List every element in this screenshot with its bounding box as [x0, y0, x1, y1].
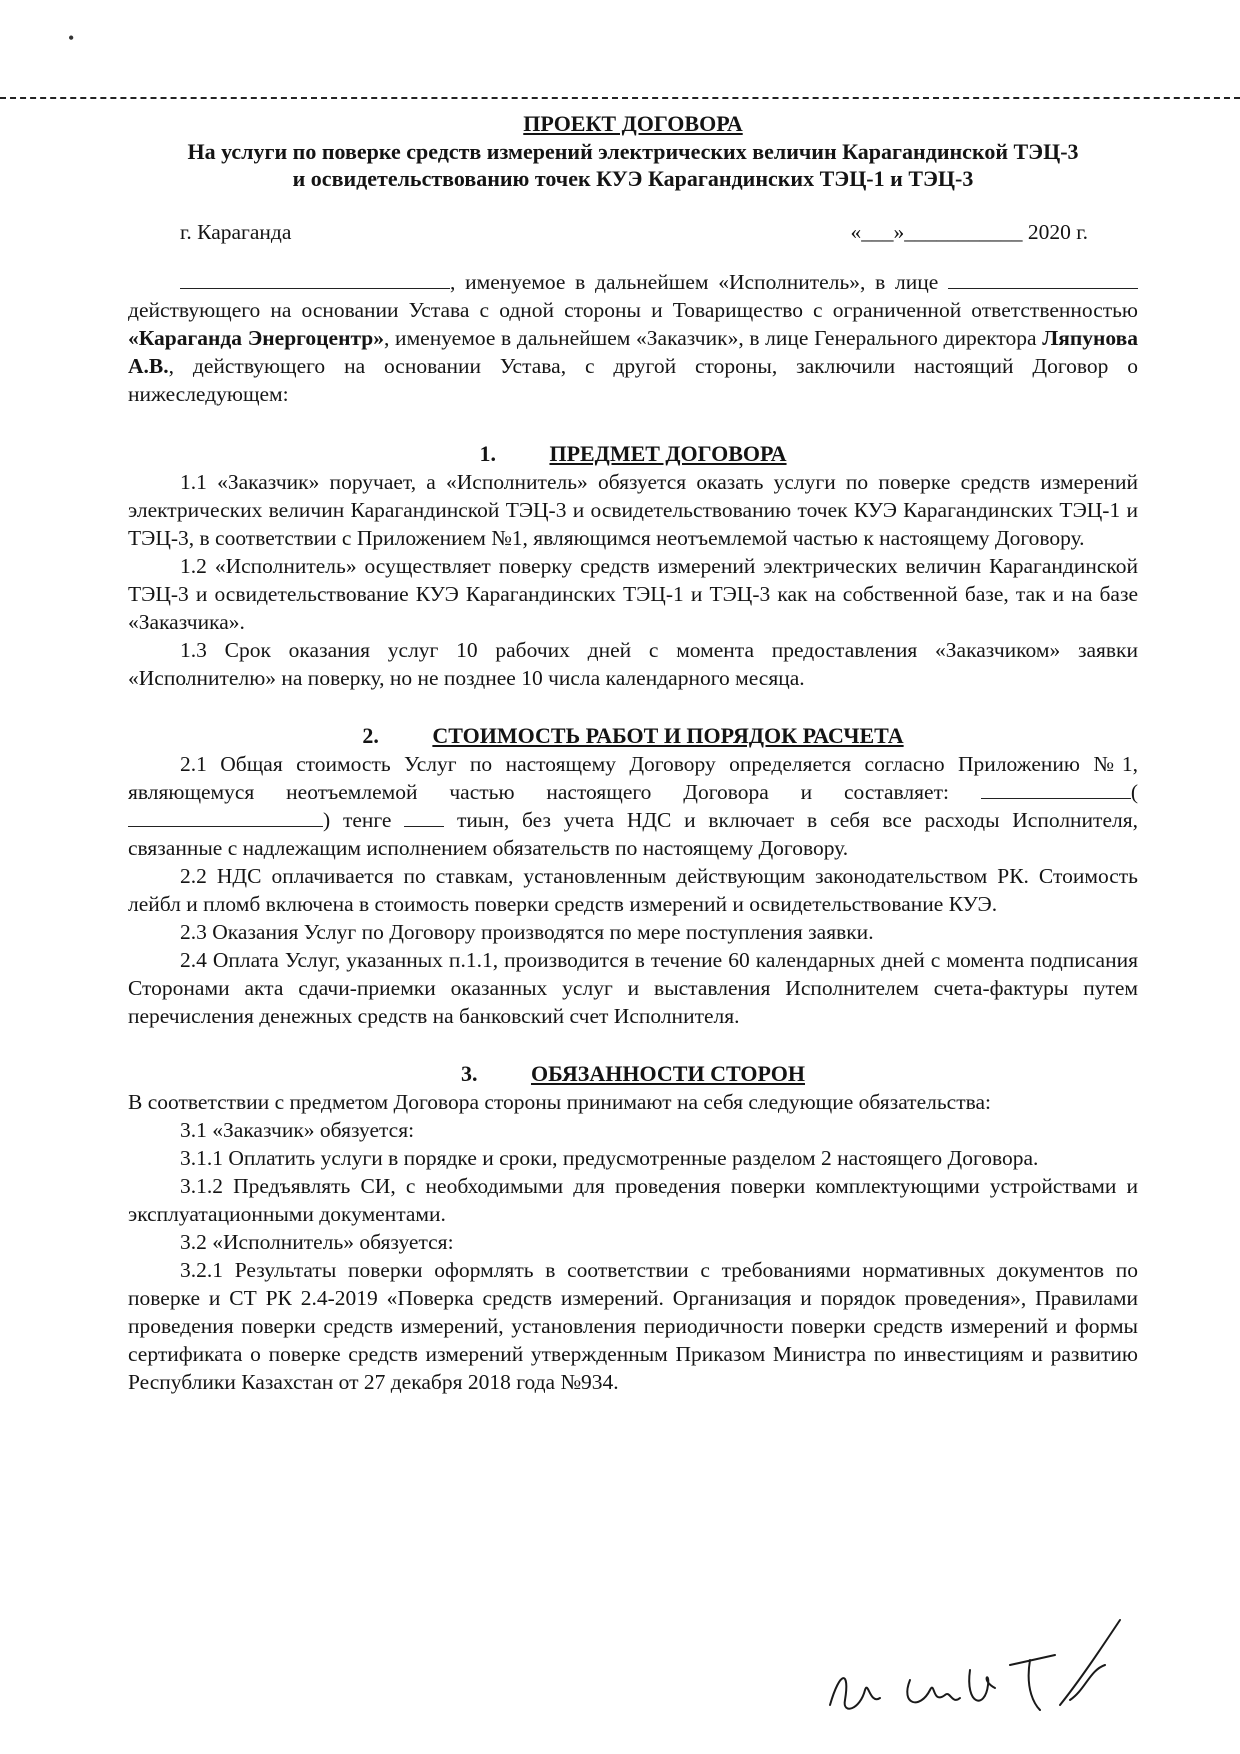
clause-2-1-text-c: тиын, без учета НДС и включает в себя все расходы Исполнителя, связанные с надлежащим исполнением обязательств по настоящему Договору. — [128, 808, 1138, 860]
price-words-blank — [128, 808, 323, 827]
place-date-row — [180, 218, 1138, 246]
section-number: 3. — [460, 1061, 478, 1086]
customer-company: «Караганда Энергоцентр» — [128, 326, 385, 350]
tiyn-blank — [404, 808, 444, 827]
clause-1-1: 1.1 «Заказчик» поручает, а «Исполнитель» обязуется оказать услуги по поверке средств измерений электрических величин Карагандинской ТЭЦ-3 и освидетельствованию точек КУЭ Карагандинских ТЭЦ-1 и ТЭЦ-3, в соответствии с Приложением №1, являющимся неотъемлемой частью к настоящему Договору. — [128, 470, 1138, 550]
document-title: ПРОЕКТ ДОГОВОРА — [523, 111, 743, 136]
preamble-part3: , именуемое в дальнейшем «Заказчик», в лице Генерального директора — [384, 326, 1043, 350]
executor-name-blank — [180, 270, 450, 289]
clause-2-1: 2.1 Общая стоимость Услуг по настоящему Договору определяется согласно Приложению №1, являющемуся неотъемлемой частью настоящего Договора и составляет: () тенге тиын, без учета НДС и включает в себя все расходы Исполнителя, связанные с надлежащим исполнением обязательств по настоящему Договору. — [128, 752, 1138, 860]
clause-2-4: 2.4 Оплата Услуг, указанных п.1.1, производится в течение 60 календарных дней с момента подписания Сторонами акта сдачи-приемки оказанных услуг и выставления Исполнителем счета-фактуры путем перечисления денежных средств на банковский счет Исполнителя. — [128, 948, 1138, 1028]
executor-representative-blank — [948, 270, 1138, 289]
handwritten-signatures-icon — [820, 1610, 1160, 1730]
section-1-heading — [128, 440, 1138, 468]
preamble-part1: , именуемое в дальнейшем «Исполнитель», в лице — [450, 270, 939, 294]
section-title: СТОИМОСТЬ РАБОТ И ПОРЯДОК РАСЧЕТА — [432, 723, 904, 748]
clause-2-1-text-b: тенге — [330, 808, 405, 832]
scan-top-dashed-line — [0, 97, 1240, 99]
clause-3-1-1: 3.1.1 Оплатить услуги в порядке и сроки, предусмотренные разделом 2 настоящего Договора. — [180, 1146, 1039, 1170]
clause-1-3: 1.3 Срок оказания услуг 10 рабочих дней с момента предоставления «Заказчиком» заявки «Исполнителю» на поверку, но не позднее 10 числа календарного месяца. — [128, 638, 1138, 690]
clause-3-1-2: 3.1.2 Предъявлять СИ, с необходимыми для проведения поверки комплектующими устройствами и эксплуатационными документами. — [128, 1174, 1138, 1226]
preamble-part2: действующего на основании Устава с одной стороны и Товарищество с ограниченной ответственностью — [128, 298, 1138, 322]
section-3-intro: В соответствии с предметом Договора стороны принимают на себя следующие обязательства: — [128, 1090, 991, 1114]
section-number: 2. — [362, 723, 379, 748]
contract-date: «___»___________ 2020 г. — [850, 220, 1088, 244]
price-digits-blank — [981, 780, 1131, 799]
section-title: ПРЕДМЕТ ДОГОВОРА — [549, 441, 787, 466]
customer-director: Ляпунова А.В. — [128, 326, 1138, 378]
document-subtitle-line2: и освидетельствованию точек КУЭ Карагандинских ТЭЦ-1 и ТЭЦ-3 — [292, 166, 974, 191]
clause-2-3: 2.3 Оказания Услуг по Договору производятся по мере поступления заявки. — [180, 920, 874, 944]
document-page — [128, 110, 1138, 1396]
preamble — [128, 268, 1138, 408]
clause-1-2: 1.2 «Исполнитель» осуществляет поверку средств измерений электрических величин Карагандинской ТЭЦ-3 и освидетельствование КУЭ Карагандинских ТЭЦ-1 и ТЭЦ-3 как на собственной базе, так и на базе «Заказчика». — [128, 554, 1138, 634]
section-2-heading — [128, 722, 1138, 750]
section-3-heading — [128, 1060, 1138, 1088]
document-subtitle-line1: На услуги по поверке средств измерений электрических величин Карагандинской ТЭЦ-3 — [187, 139, 1079, 164]
scan-speck: • — [68, 28, 75, 48]
clause-3-2: 3.2 «Исполнитель» обязуется: — [180, 1230, 454, 1254]
clause-2-2: 2.2 НДС оплачивается по ставкам, установленным действующим законодательством РК. Стоимость лейбл и пломб включена в стоимость поверки средств измерений и освидетельствование КУЭ. — [128, 864, 1138, 916]
city: г. Караганда — [180, 220, 292, 244]
clause-3-2-1: 3.2.1 Результаты поверки оформлять в соответствии с требованиями нормативных документов по поверке и СТ РК 2.4-2019 «Поверка средств измерений. Организация и порядок проведения», Правилами проведения поверки средств измерений, установления периодичности поверки средств измерений и формы сертификата о поверке средств измерений утвержденным Приказом Министра по инвестициям и развитию Республики Казахстан от 27 декабря 2018 года №934. — [128, 1258, 1138, 1394]
preamble-part4: , действующего на основании Устава, с другой стороны, заключили настоящий Договор о нижеследующем: — [128, 354, 1138, 406]
section-number: 1. — [479, 441, 496, 466]
section-title: ОБЯЗАННОСТИ СТОРОН — [530, 1061, 805, 1086]
clause-3-1: 3.1 «Заказчик» обязуется: — [180, 1118, 415, 1142]
clause-2-1-text-a: 2.1 Общая стоимость Услуг по настоящему Договору определяется согласно Приложению №1, являющемуся неотъемлемой частью настоящего Договора и составляет: — [128, 752, 1138, 804]
